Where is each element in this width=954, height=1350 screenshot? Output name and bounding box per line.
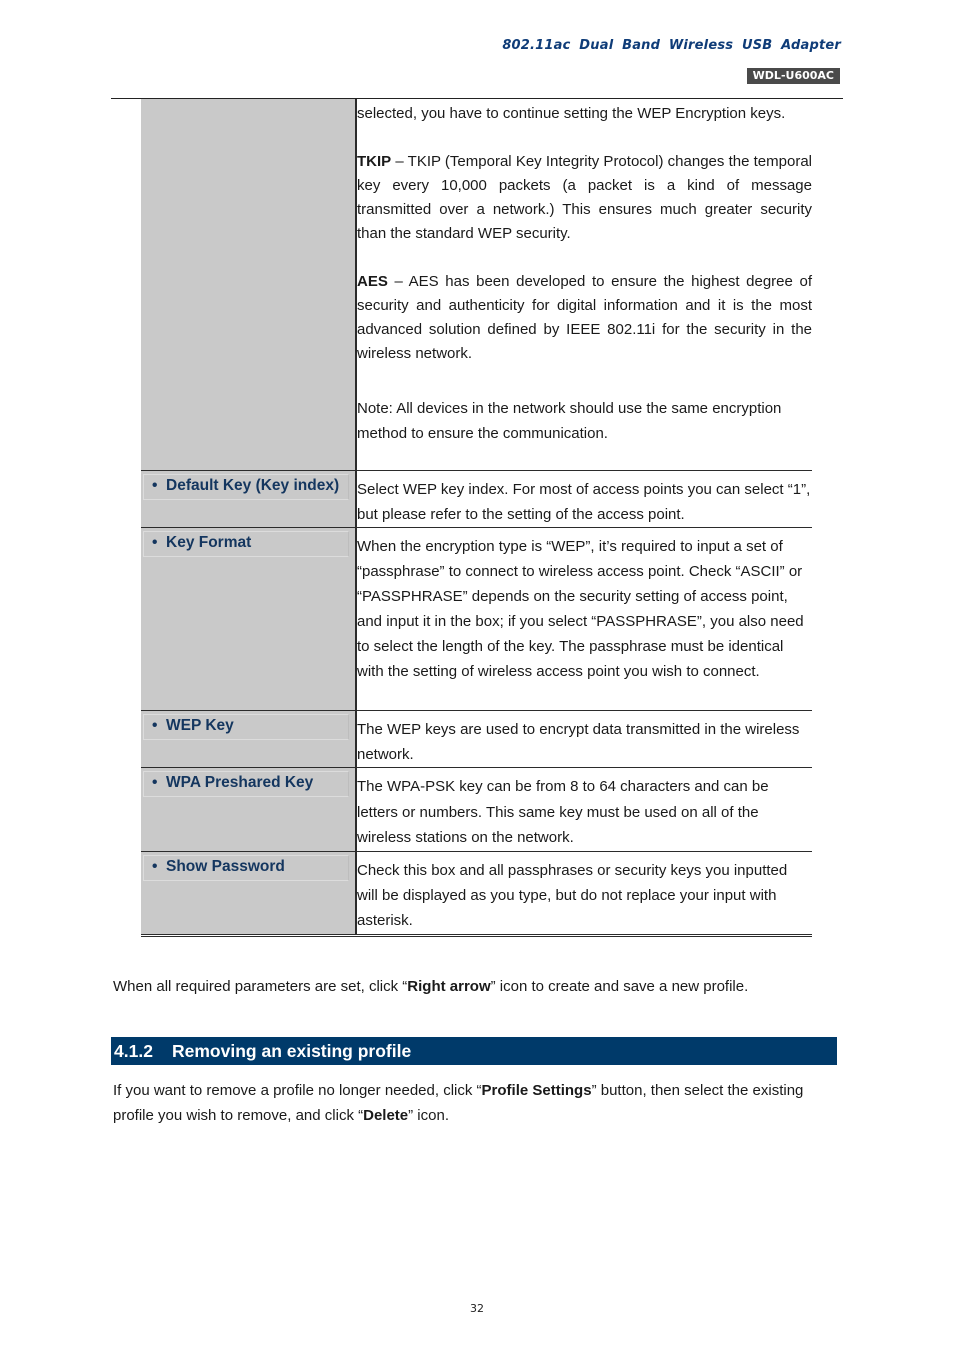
aes-description: [357, 270, 812, 366]
right-arrow-term: Right arrow: [407, 978, 491, 995]
header-product-title: 802.11ac Dual Band Wireless USB Adapter: [502, 38, 841, 53]
param-description-wep-key: The WEP keys are used to encrypt data transmitted in the wireless network.: [357, 721, 800, 763]
encryption-note: Note: All devices in the network should use the same encryption method to ensure the communication.: [357, 400, 782, 442]
param-description-key-format: When the encryption type is “WEP”, it’s required to input a set of “passphrase” to connect to wireless access point. Check “ASCII” or “PASSPHRASE” depends on the security setting of access point, and input it in the box; if you select “PASSPHRASE”, you also need to select the length of the key. The passphrase must be identical with the setting of wireless access point you wish to connect.: [357, 538, 804, 680]
profile-settings-term: Profile Settings: [481, 1082, 592, 1099]
parameter-table: [141, 99, 812, 937]
page-number: 32: [470, 1302, 484, 1315]
param-label-show-password: • Show Password: [143, 855, 349, 881]
table-row: [141, 528, 812, 711]
param-label-default-key: • Default Key (Key index): [143, 474, 349, 500]
continued-intro: selected, you have to continue setting the WEP Encryption keys.: [357, 105, 786, 122]
table-row-continued: [141, 99, 812, 471]
tkip-term: TKIP: [357, 153, 392, 170]
remove-profile-paragraph: If you want to remove a profile no longer needed, click “Profile Settings” button, then select the existing profile you wish to remove, and click “Delete” icon.: [113, 1082, 804, 1124]
table-row: [141, 768, 812, 852]
section-title: Removing an existing profile: [172, 1041, 412, 1061]
save-profile-paragraph: When all required parameters are set, click “Right arrow” icon to create and save a new profile.: [113, 978, 749, 995]
aes-term: AES: [357, 273, 388, 290]
aes-text: – AES has been developed to ensure the highest degree of security and authenticity for digital information and it is the most advanced solution defined by IEEE 802.11i for the security in the wireless network.: [357, 273, 812, 362]
header-model-badge: WDL-U600AC: [747, 68, 840, 84]
description-cell-continued: [356, 99, 812, 471]
label-cell-empty: [141, 99, 356, 471]
section-number: 4.1.2: [114, 1041, 153, 1061]
table-row: [141, 711, 812, 768]
param-description-show-password: Check this box and all passphrases or security keys you inputted will be displayed as you type, but do not replace your input with asterisk.: [357, 861, 788, 929]
section-heading: [111, 1037, 837, 1065]
param-label-wep-key: • WEP Key: [143, 714, 349, 740]
param-description-default-key: Select WEP key index. For most of access points you can select “1”, but please refer to the setting of the access point.: [357, 481, 811, 523]
delete-term: Delete: [363, 1107, 409, 1124]
param-description-wpa-preshared-key: The WPA-PSK key can be from 8 to 64 characters and can be letters or numbers. This same key must be used on all of the wireless stations on the network.: [357, 778, 769, 846]
param-label-wpa-preshared-key: • WPA Preshared Key: [143, 771, 349, 797]
param-label-key-format: • Key Format: [143, 531, 349, 557]
tkip-description: [357, 150, 812, 246]
table-row: [141, 851, 812, 935]
tkip-text: – TKIP (Temporal Key Integrity Protocol) changes the temporal key every 10,000 packets (a packet is a kind of message transmitted over a network.) This ensures much greater security than the standard WEP security.: [357, 153, 812, 242]
table-row: [141, 471, 812, 528]
